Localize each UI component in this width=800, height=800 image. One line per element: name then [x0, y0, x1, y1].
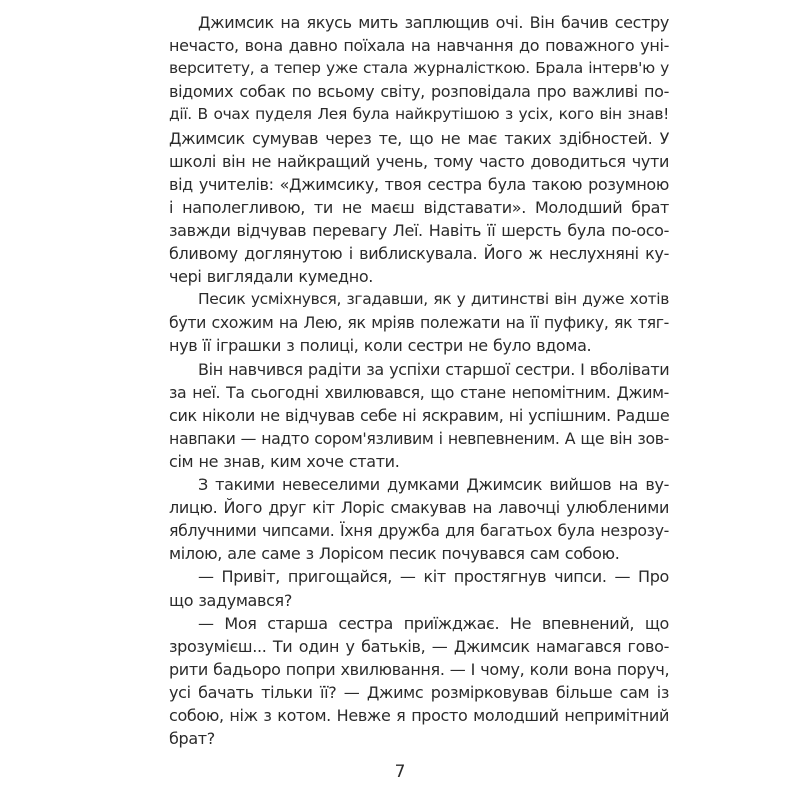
text-line: Песик усміхнувся, згадавши, як у дитинстві він дуже хотів [198, 290, 669, 309]
text-line: брат? [169, 729, 215, 749]
text-line: нечасто, вона давно поїхала на навчання до поважного уні- [169, 36, 669, 56]
text-line: нув її іграшки з полиці, коли сестри не було вдома. [169, 336, 592, 356]
text-line: — Моя старша сестра приїжджає. Не впевнений, що [198, 613, 669, 633]
text-line: Джимсик сумував через те, що не має таких здібностей. У [169, 128, 669, 148]
text-line: і наполегливою, ти не маєш відставати». Молодший брат [169, 197, 669, 217]
text-line: верситету, а тепер уже стала журналісткою. Брала інтерв'ю у [169, 59, 669, 78]
text-line: школі він не найкращий учень, тому часто доводиться чути [169, 151, 669, 171]
text-line: собою, ніж з котом. Невже я просто молодший непримітний [169, 706, 669, 725]
text-line: усі бачать тільки її? — Джимс розмірковував більше сам із [169, 682, 669, 702]
text-line: бливому доглянутою і виблискувала. Його ж неслухняні ку- [169, 244, 669, 263]
text-line: бути схожим на Лею, як мріяв полежати на її пуфику, як тяг- [169, 313, 669, 333]
text-line: яблучними чипсами. Їхня дружба для багатьох була незрозу- [169, 521, 669, 541]
text-line: З такими невеселими думками Джимсик вийшов на ву- [198, 475, 669, 494]
text-line: Джимсик на якусь мить заплющив очі. Він бачив сестру [198, 13, 669, 32]
text-line: завжди відчував перевагу Леї. Навіть її шерсть була по-осо- [169, 220, 669, 240]
text-line: відомих собак по всьому світу, розповідала про важливі по- [169, 82, 669, 102]
text-line: що задумався? [169, 590, 292, 610]
text-line: сім не знав, ким хоче стати. [169, 451, 400, 471]
text-line: мілою, але саме з Лорісом песик почувався сам собою. [169, 544, 620, 564]
text-line: — Привіт, пригощайся, — кіт простягнув чипси. — Про [198, 567, 669, 587]
text-line: Він навчився радіти за успіхи старшої сестри. І вболівати [198, 359, 670, 379]
text-line: сик ніколи не відчував себе ні яскравим, ні успішним. Радше [169, 405, 670, 425]
text-line: навпаки — надто сором'язливим і невпевненим. А ще він зов- [169, 428, 669, 448]
text-line: зрозумієш... Ти один у батьків, — Джимсик намагався гово- [169, 636, 669, 656]
text-line: рити бадьоро попри хвилювання. — І чому, коли вона поруч, [169, 659, 670, 679]
text-line: за неї. Та сьогодні хвилювався, що стане непомітним. Джим- [169, 382, 669, 402]
page-number: 7 [394, 762, 406, 782]
text-line: чері виглядали кумедно. [169, 267, 374, 287]
text-line: лицю. Його друг кіт Лоріс смакував на лавочці улюбленими [169, 498, 669, 518]
text-line: від учителів: «Джимсику, твоя сестра була такою розумною [169, 174, 669, 194]
text-line: дії. В очах пуделя Лея була найкрутішою з усіх, кого він знав! [169, 105, 669, 124]
